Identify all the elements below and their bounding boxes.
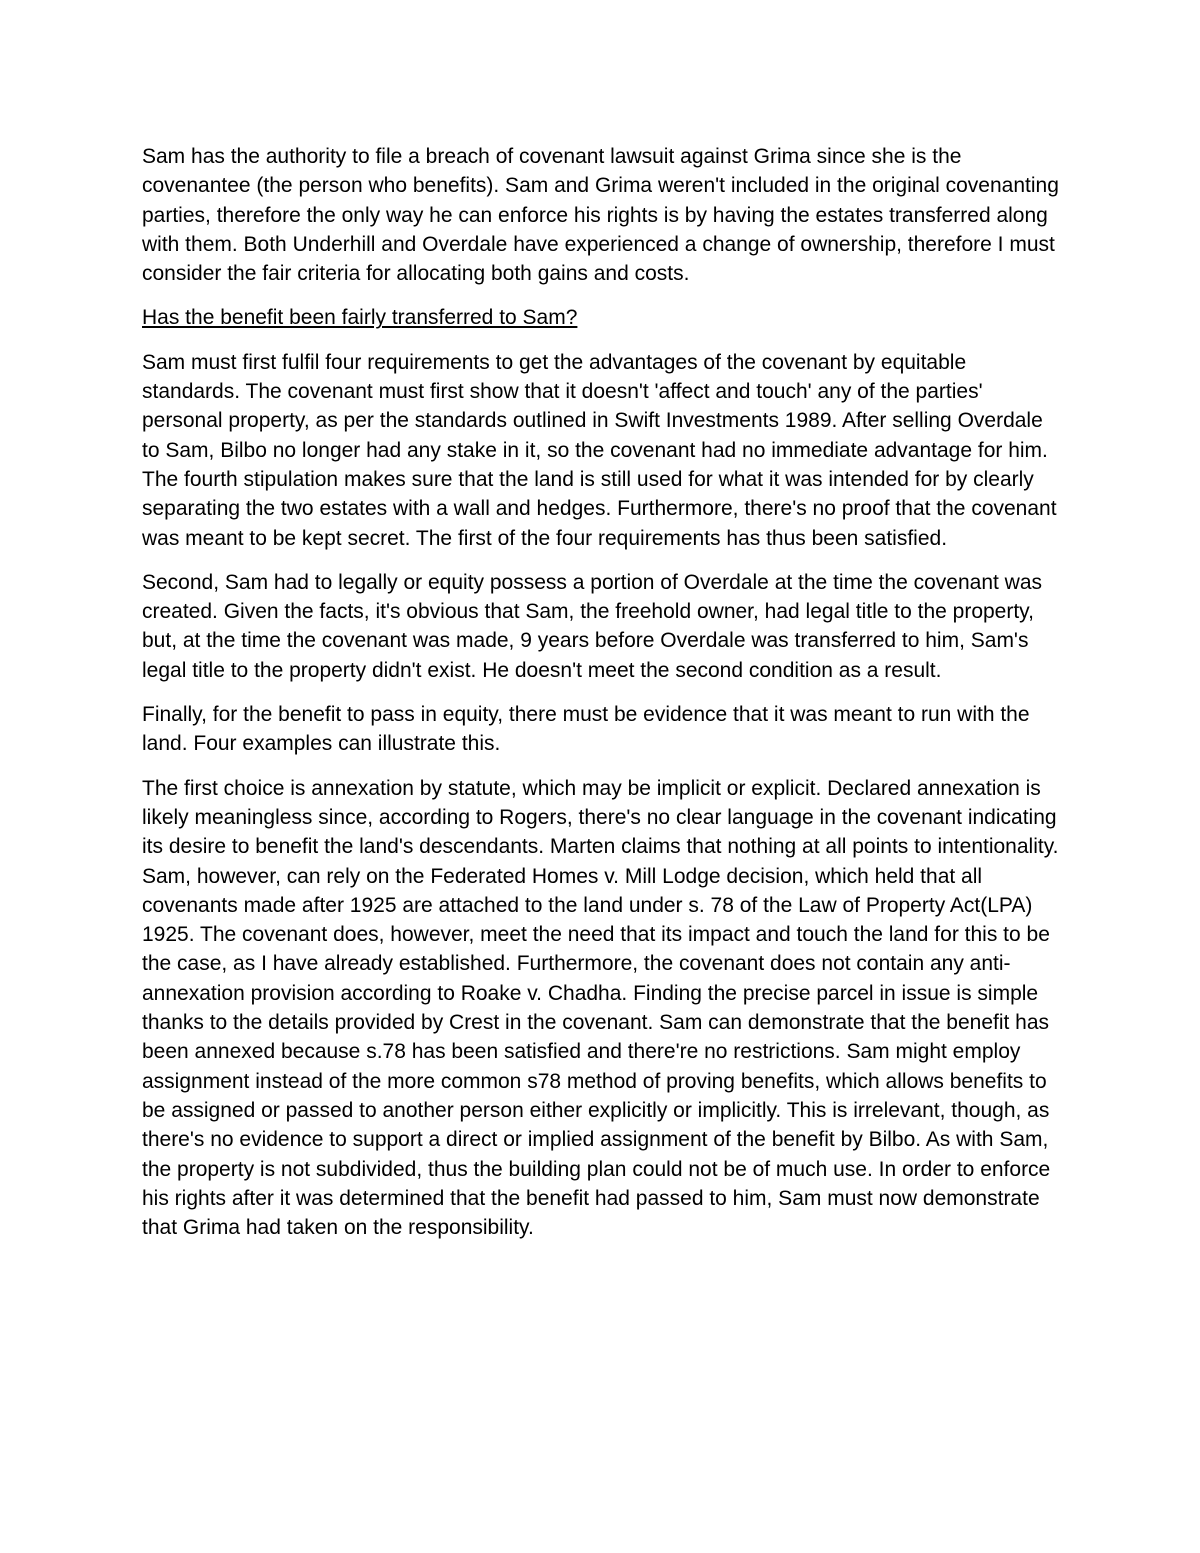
second-requirement-paragraph: Second, Sam had to legally or equity possess a portion of Overdale at the time the covenant was created. Given the facts, it's obvious that Sam, the freehold owner, had legal title to the property, but, at the time the covenant was made, 9 years before Overdale was transferred to him, Sam's legal title to the property didn't exist. He doesn't meet the second condition as a result. bbox=[142, 570, 1043, 682]
annexation-paragraph: The first choice is annexation by statute, which may be implicit or explicit. Declared annexation is likely meaningless since, according to Rogers, there's no clear language in the covenant indicating its desire to benefit the land's descendants. Marten claims that nothing at all points to intentionality. Sam, however, can rely on the Federated Homes v. Mill Lodge decision, which held that all covenants made after 1925 are attached to the land under s. 78 of the Law of Property Act(LPA) 1925. The covenant does, however, meet the need that its impact and touch the land for this to be the case, as I have already established. Furthermore, the covenant does not contain any anti-annexation provision according to Roake v. Chadha. Finding the precise parcel in issue is simple thanks to the details provided by Crest in the covenant. Sam can demonstrate that the benefit has been annexed because s.78 has been satisfied and there're no restrictions. Sam might employ assignment instead of the more common s78 method of proving benefits, which allows benefits to be assigned or passed to another person either explicitly or implicitly. This is irrelevant, though, as there's no evidence to support a direct or implied assignment of the benefit by Bilbo. As with Sam, the property is not subdivided, thus the building plan could not be of much use. In order to enforce his rights after it was determined that the benefit had passed to him, Sam must now demonstrate that Grima had taken on the responsibility. bbox=[142, 776, 1059, 1240]
intro-paragraph: Sam has the authority to file a breach of covenant lawsuit against Grima since she is the covenantee (the person who benefits). Sam and Grima weren't included in the original covenanting parties, therefore the only way he can enforce his rights is by having the estates transferred along with them. Both Underhill and Overdale have experienced a change of ownership, therefore I must consider the fair criteria for allocating both gains and costs. bbox=[142, 145, 1059, 286]
first-requirement-paragraph: Sam must first fulfil four requirements to get the advantages of the covenant by equitable standards. The covenant must first show that it doesn't 'affect and touch' any of the parties' personal property, as per the standards outlined in Swift Investments 1989. After selling Overdale to Sam, Bilbo no longer had any stake in it, so the covenant had no immediate advantage for him. The fourth stipulation makes sure that the land is still used for what it was intended for by clearly separating the two estates with a wall and hedges. Furthermore, there's no proof that the covenant was meant to be kept secret. The first of the four requirements has thus been satisfied. bbox=[142, 350, 1057, 550]
section-heading: Has the benefit been fairly transferred to Sam? bbox=[142, 306, 578, 330]
document-page bbox=[142, 142, 1062, 1257]
third-requirement-paragraph: Finally, for the benefit to pass in equity, there must be evidence that it was meant to run with the land. Four examples can illustrate this. bbox=[142, 703, 1030, 756]
